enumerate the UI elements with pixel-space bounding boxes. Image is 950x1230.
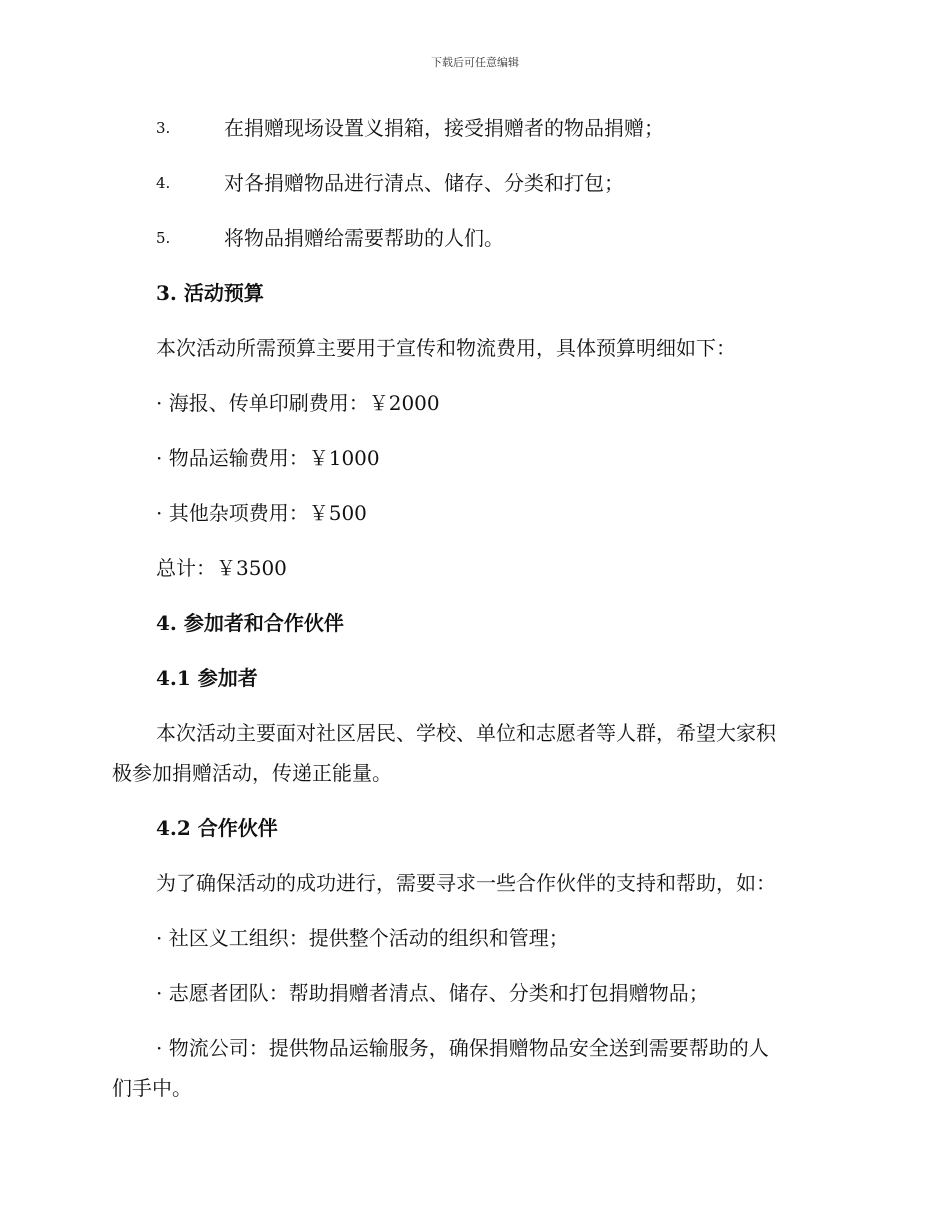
partner-item: · 社区义工组织：提供整个活动的组织和管理； xyxy=(156,926,569,950)
budget-intro: 本次活动所需预算主要用于宣传和物流费用，具体预算明细如下： xyxy=(156,336,736,360)
partners-intro: 为了确保活动的成功进行，需要寻求一些合作伙伴的支持和帮助，如： xyxy=(156,871,776,895)
partner-item: 们手中。 xyxy=(112,1076,192,1100)
budget-item: · 其他杂项费用：￥500 xyxy=(156,501,367,525)
list-number: 4. xyxy=(156,174,171,192)
partner-item: · 志愿者团队：帮助捐赠者清点、储存、分类和打包捐赠物品； xyxy=(156,981,709,1005)
list-number: 3. xyxy=(156,119,171,137)
participants-paragraph-line: 本次活动主要面对社区居民、学校、单位和志愿者等人群，希望大家积 xyxy=(156,721,776,745)
partner-item: · 物流公司：提供物品运输服务，确保捐赠物品安全送到需要帮助的人 xyxy=(156,1036,769,1060)
participants-paragraph-line: 极参加捐赠活动，传递正能量。 xyxy=(112,761,392,785)
list-item-text: 对各捐赠物品进行清点、储存、分类和打包； xyxy=(224,171,624,195)
list-number: 5. xyxy=(156,229,171,247)
budget-item: · 海报、传单印刷费用：￥2000 xyxy=(156,391,440,415)
list-item-text: 在捐赠现场设置义捐箱，接受捐赠者的物品捐赠； xyxy=(224,116,664,140)
subheading-partners: 4.2 合作伙伴 xyxy=(156,816,278,840)
list-item-text: 将物品捐赠给需要帮助的人们。 xyxy=(224,226,504,250)
page-header: 下载后可任意编辑 xyxy=(431,56,519,69)
budget-total: 总计：￥3500 xyxy=(156,556,287,580)
section-heading-participants: 4. 参加者和合作伙伴 xyxy=(156,611,344,635)
subheading-participants: 4.1 参加者 xyxy=(156,666,258,690)
budget-item: · 物品运输费用：￥1000 xyxy=(156,446,380,470)
section-heading-budget: 3. 活动预算 xyxy=(156,281,264,305)
